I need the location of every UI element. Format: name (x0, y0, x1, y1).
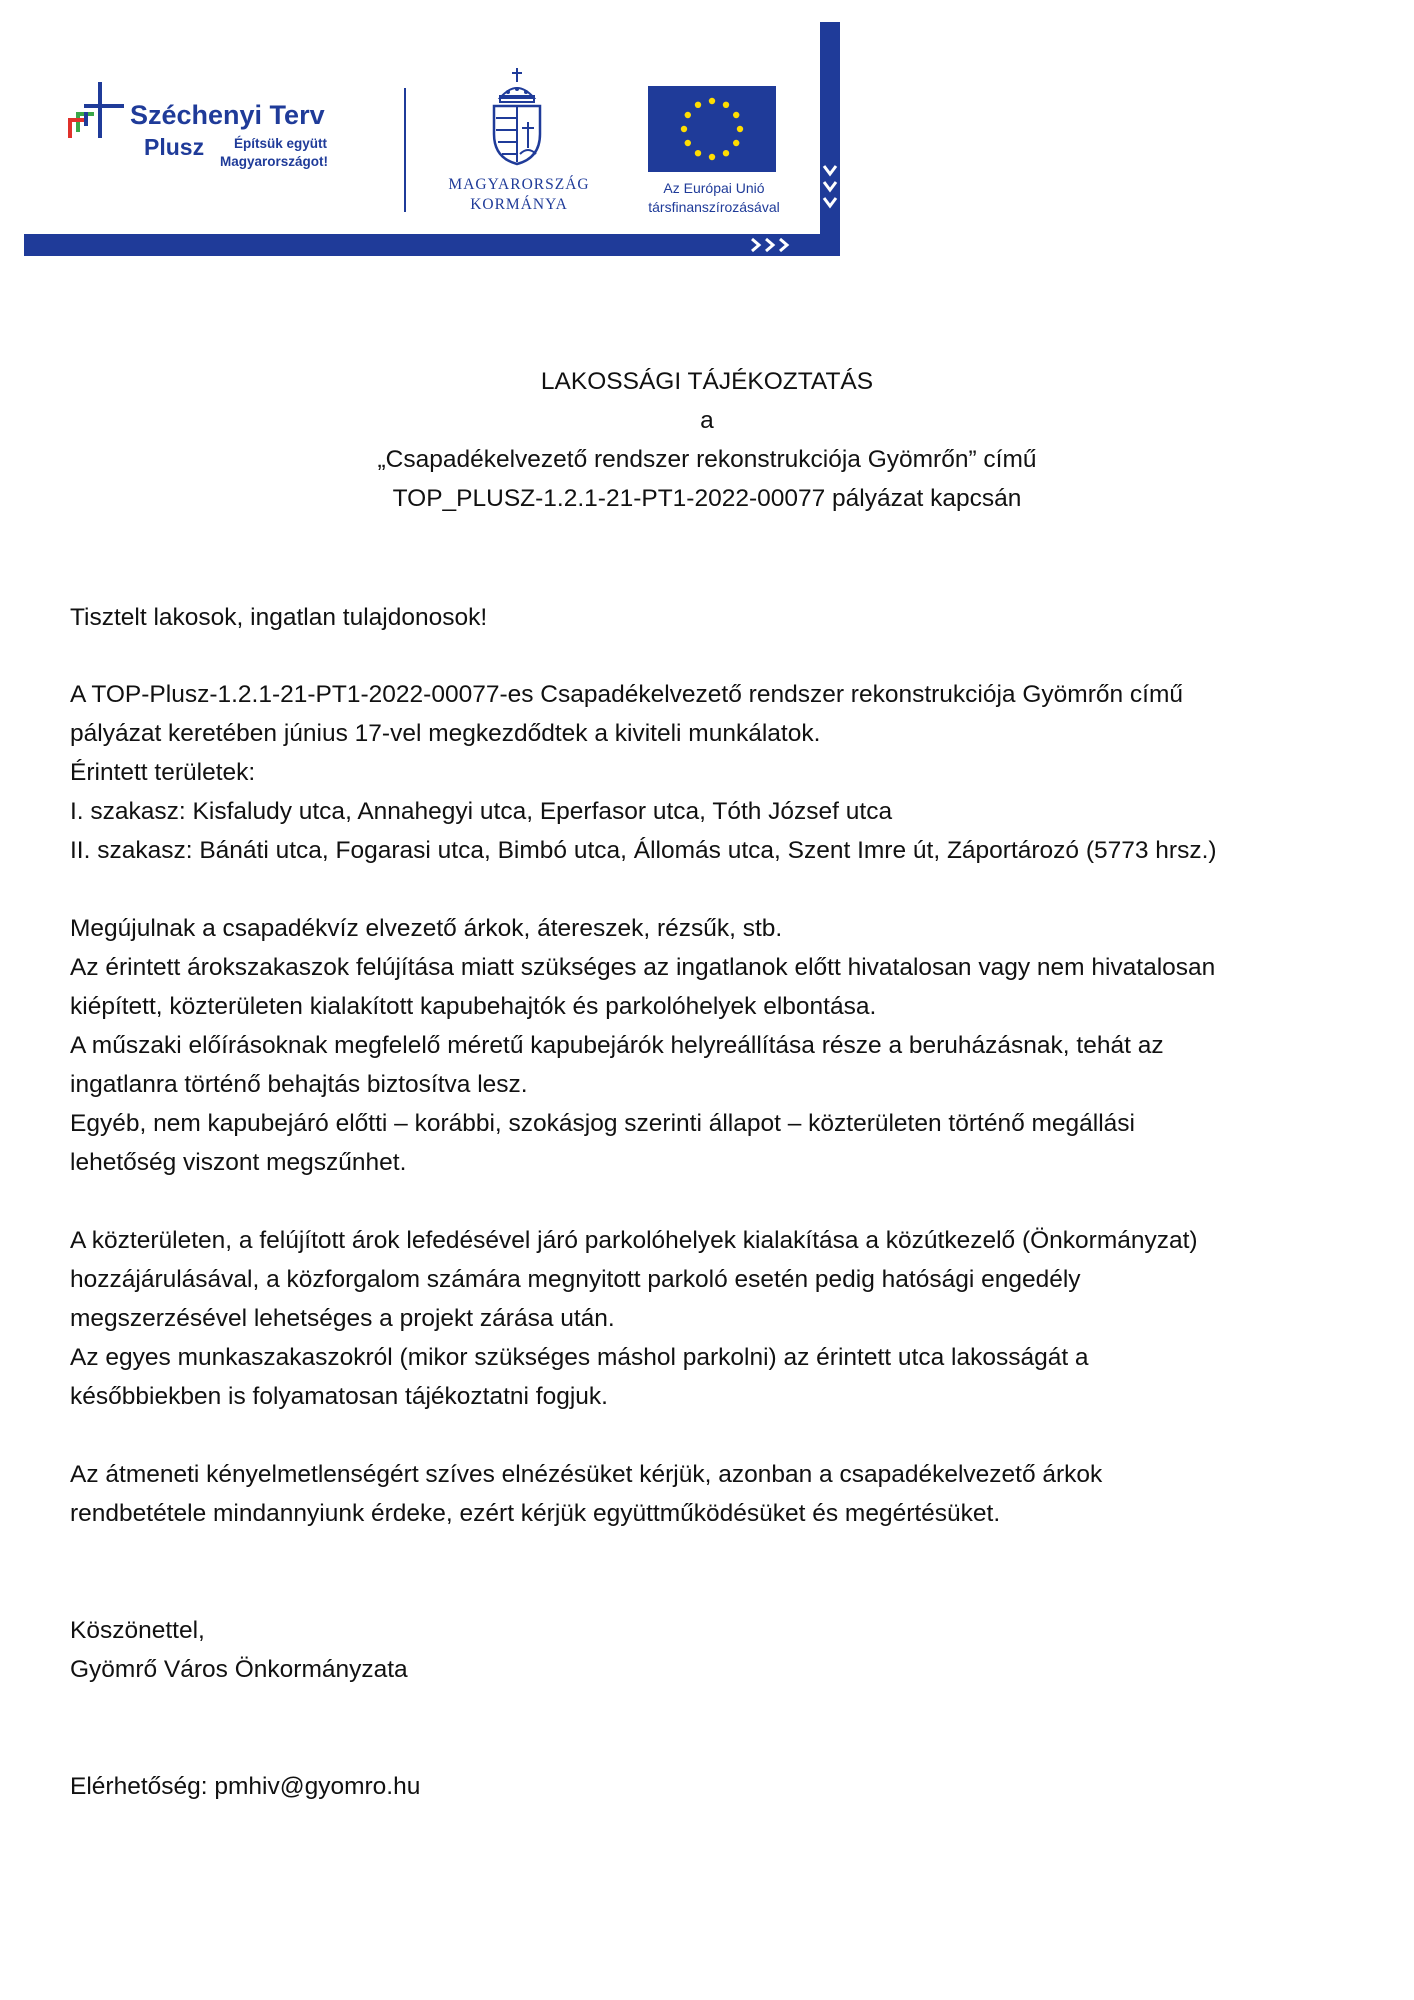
eu-flag-icon (648, 86, 776, 172)
eu-logo (624, 86, 804, 226)
contact-line: Elérhetőség: pmhiv@gyomro.hu (70, 1773, 421, 1800)
paragraph-line: I. szakasz: Kisfaludy utca, Annahegyi utca, Eperfasor utca, Tóth József utca (70, 798, 893, 825)
paragraph-line: ingatlanra történő behajtás biztosítva lesz. (70, 1071, 528, 1098)
paragraph-line: későbbiekben is folyamatosan tájékoztatni fogjuk. (70, 1383, 608, 1410)
paragraph-line: Az érintett árokszakaszok felújítása miatt szükséges az ingatlanok előtt hivatalosan vagy nem hivatalosan (70, 954, 1216, 981)
paragraph-line: Egyéb, nem kapubejáró előtti – korábbi, szokásjog szerinti állapot – közterületen történő megállási (70, 1110, 1135, 1137)
document-project-code: TOP_PLUSZ-1.2.1-21-PT1-2022-00077 pályázat kapcsán (392, 485, 1022, 512)
paragraph-line: pályázat keretében június 17-vel megkezdődtek a kiviteli munkálatok. (70, 720, 821, 747)
paragraph-line: A TOP-Plusz-1.2.1-21-PT1-2022-00077-es Csapadékelvezető rendszer rekonstrukciója Gyömrőn című (70, 681, 1184, 708)
paragraph-line: Megújulnak a csapadékvíz elvezető árkok, átereszek, rézsűk, stb. (70, 915, 783, 942)
banner-bottom-bar (24, 234, 840, 256)
government-logo (424, 64, 614, 234)
paragraph-line: hozzájárulásával, a közforgalom számára megnyitott parkoló esetén pedig hatósági engedély (70, 1266, 1081, 1293)
paragraph-line: A műszaki előírásoknak megfelelő méretű kapubejárók helyreállítása része a beruházásnak, tehát az (70, 1032, 1164, 1059)
header-banner (24, 22, 840, 258)
szechenyi-slogan-line2: Magyarországot! (220, 154, 329, 169)
greeting: Tisztelt lakosok, ingatlan tulajdonosok! (70, 604, 488, 631)
eu-line1: Az Európai Unió (663, 180, 765, 196)
government-line1: MAGYARORSZÁG (448, 176, 590, 193)
document-title: LAKOSSÁGI TÁJÉKOZTATÁS (540, 368, 874, 395)
eu-line2: társfinanszírozásával (648, 199, 780, 215)
szechenyi-cross-icon (64, 82, 128, 146)
paragraph-line: megszerzésével lehetséges a projekt zárása után. (70, 1305, 615, 1332)
paragraph-line: II. szakasz: Bánáti utca, Fogarasi utca, Bimbó utca, Állomás utca, Szent Imre út, Záportározó (5773 hrsz.) (70, 837, 1217, 864)
paragraph-line: Érintett területek: (70, 759, 256, 786)
paragraph-line: rendbetétele mindannyiunk érdeke, ezért kérjük együttműködésüket és megértésüket. (70, 1500, 1001, 1527)
paragraph-line: lehetőség viszont megszűnhet. (70, 1149, 407, 1176)
szechenyi-plusz: Plusz (144, 134, 205, 160)
logo-divider (404, 88, 406, 212)
paragraph-line: kiépített, közterületen kialakított kapubehajtók és parkolóhelyek elbontása. (70, 993, 877, 1020)
paragraph-line: Az átmeneti kényelmetlenségért szíves elnézésüket kérjük, azonban a csapadékelvezető árkok (70, 1461, 1103, 1488)
document-subtitle: „Csapadékelvezető rendszer rekonstrukciója Gyömrőn” című (377, 446, 1037, 473)
closing: Köszönettel, (70, 1617, 205, 1644)
coat-of-arms-icon (486, 64, 548, 168)
chevron-down-icon (820, 162, 840, 232)
szechenyi-terv-logo (64, 74, 364, 184)
document-title-connector: a (700, 407, 714, 434)
chevron-right-icon (746, 234, 806, 256)
szechenyi-title: Széchenyi Terv (130, 100, 325, 130)
signature: Gyömrő Város Önkormányzata (70, 1656, 408, 1683)
government-line2: KORMÁNYA (470, 196, 568, 213)
paragraph-line: A közterületen, a felújított árok lefedésével járó parkolóhelyek kialakítása a közútkezelő (Önkormányzat) (70, 1227, 1198, 1254)
paragraph-line: Az egyes munkaszakaszokról (mikor szükséges máshol parkolni) az érintett utca lakosságát a (70, 1344, 1089, 1371)
szechenyi-slogan-line1: Építsük együtt (234, 136, 328, 151)
